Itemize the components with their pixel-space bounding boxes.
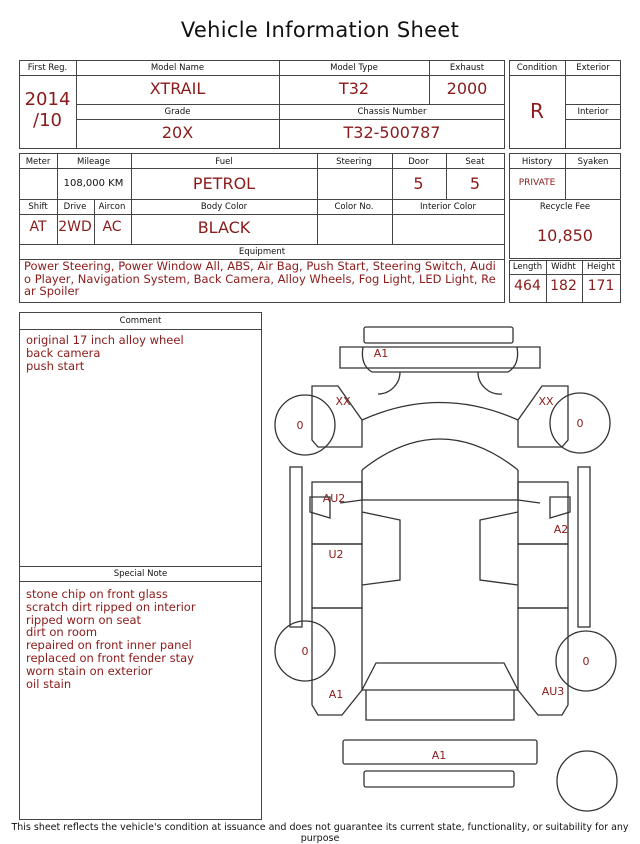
mark-left-front-tire: 0 [296,419,304,432]
mark-right-front-fender: XX [538,395,554,408]
note-line: ripped worn on seat [26,612,142,627]
shift-label: Shift [28,202,48,212]
height-value: 171 [587,278,615,294]
mark-left-rear-quarter: A1 [328,688,344,701]
mark-right-front-tire: 0 [576,417,584,430]
front-bumper-lower [340,347,540,368]
aircon-value: AC [102,219,122,235]
exterior-label: Exterior [576,63,610,73]
drive-label: Drive [63,202,87,212]
mark-right-rear-door: A2 [553,523,569,536]
shift-value: AT [29,219,47,235]
interior-color-label: Interior Color [420,202,476,212]
exhaust-value: 2000 [446,79,488,98]
height-label: Height [586,262,616,272]
mark-left-rear-tire: 0 [301,645,309,658]
steering-label: Steering [336,157,372,167]
condition-label: Condition [516,63,558,73]
chassis-value: T32-500787 [343,123,441,142]
car-damage-diagram [265,318,635,818]
condition-value: R [530,99,544,123]
recycle-label: Recycle Fee [539,202,591,212]
first-reg-label: First Reg. [27,63,68,73]
footer-disclaimer: This sheet reflects the vehicle's condition at issuance and does not guarantee its current state, functionality, or suitability for any purpose [11,822,629,844]
model-type-value: T32 [338,79,370,98]
body-color-value: BLACK [197,218,251,237]
first-reg-year: 2014 [24,89,71,110]
seat-label: Seat [465,157,485,167]
special-note-label: Special Note [113,569,168,579]
mileage-value: 108,000 KM [63,178,124,189]
length-label: Length [512,262,543,272]
equipment-label: Equipment [238,247,286,257]
history-label: History [521,157,553,167]
seat-value: 5 [469,174,481,193]
right-rear-door-part [518,544,568,608]
syaken-label: Syaken [577,157,609,167]
mark-right-rear-quarter: AU3 [541,685,565,698]
note-line: scratch dirt ripped on interior [26,599,196,614]
fuel-label: Fuel [215,157,233,167]
note-line: stone chip on front glass [26,587,168,601]
spare-tire-part [557,751,617,811]
mark-left-front-door: AU2 [322,492,346,505]
comment-label: Comment [119,316,162,326]
mark-front-bumper: A1 [373,347,389,360]
equipment-value: Power Steering, Power Window All, ABS, Air Bag, Push Start, Steering Switch, Audio Player, Navigation System, Back Camera, Alloy Wheels, Fog Light, LED Light, Rear Spoiler [24,259,496,298]
meter-label: Meter [25,157,51,167]
grade-label: Grade [164,107,191,117]
note-line: repaired on front inner panel [26,638,192,653]
model-name-label: Model Name [150,63,205,73]
width-label: Widht [551,262,576,272]
drive-value: 2WD [58,219,92,235]
aircon-label: Aircon [98,202,126,212]
mark-left-front-fender: XX [335,395,351,408]
door-value: 5 [413,174,424,193]
special-note-text [26,588,258,690]
chassis-label: Chassis Number [357,107,427,117]
mark-left-rear-door: U2 [328,548,344,561]
history-value: PRIVATE [518,178,556,188]
first-reg-month: /10 [33,110,62,131]
body-color-label: Body Color [200,202,248,212]
door-label: Door [408,157,429,167]
page-title: Vehicle Information Sheet [180,18,460,42]
grade-value: 20X [161,123,194,142]
front-bumper-part [364,327,513,343]
note-line: worn stain on exterior [26,663,153,678]
mark-rear-bumper: A1 [431,749,447,762]
color-no-label: Color No. [334,202,374,212]
right-rear-quarter-part [518,608,568,715]
comment-box [19,312,262,820]
model-name-value: XTRAIL [149,79,206,98]
comment-line: original 17 inch alloy wheel [26,333,184,347]
interior-label: Interior [577,107,609,117]
note-line: dirt on room [26,625,98,640]
length-value: 464 [514,278,541,294]
width-value: 182 [550,278,577,294]
left-front-tire-part [275,395,335,455]
note-line: oil stain [26,676,72,691]
mileage-label: Mileage [76,157,111,167]
model-type-label: Model Type [330,63,378,73]
comment-text [26,334,258,372]
comment-line: back camera [26,345,101,360]
mark-right-rear-tire: 0 [582,655,590,668]
comment-line: push start [26,358,85,373]
fuel-value: PETROL [192,174,256,193]
exhaust-label: Exhaust [449,63,485,73]
recycle-value: 10,850 [537,226,593,245]
note-line: replaced on front fender stay [26,650,194,665]
